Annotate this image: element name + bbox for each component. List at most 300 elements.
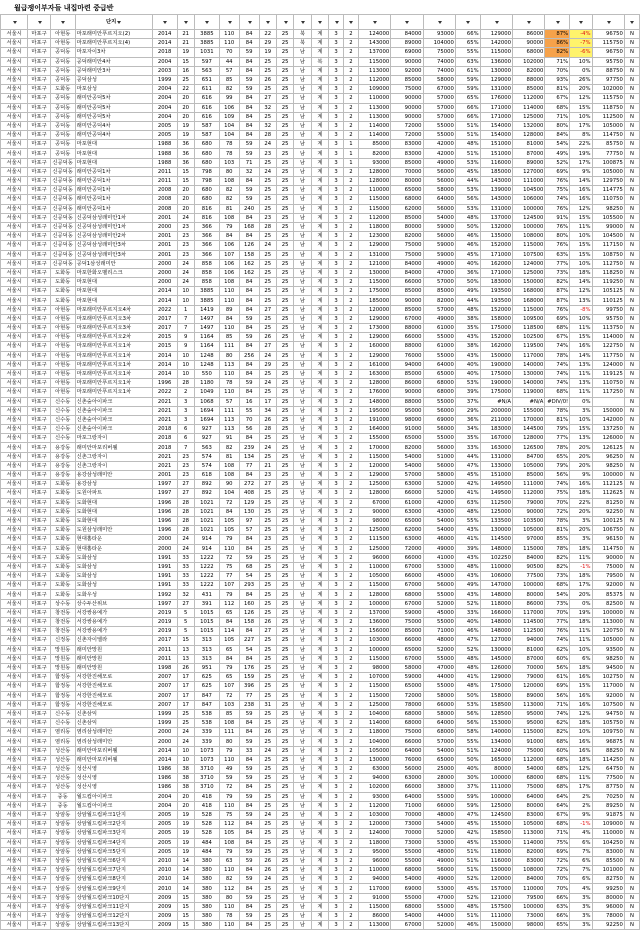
table-cell[interactable]: 2005 [152,829,177,838]
table-cell[interactable]: 95000 [358,847,390,856]
table-cell[interactable]: 25 [276,866,293,875]
table-cell[interactable]: 105 [219,829,239,838]
table-cell[interactable]: 84000 [391,268,423,277]
table-cell[interactable]: 110 [219,296,239,305]
table-cell[interactable]: 서울시 [1,636,28,645]
table-cell[interactable]: 54000 [423,746,455,755]
table-cell[interactable]: 래미안공덕4차 [75,121,152,130]
table-cell[interactable]: 113000 [513,829,545,838]
table-cell[interactable]: 80000 [513,801,545,810]
table-cell[interactable]: 43% [455,526,480,535]
table-cell[interactable]: 115000 [358,682,390,691]
table-cell[interactable]: 계 [311,66,328,75]
table-cell[interactable]: 79 [219,222,239,231]
table-cell[interactable]: 56000 [423,866,455,875]
table-cell[interactable]: 75000 [391,85,423,94]
table-cell[interactable]: 15% [570,333,592,342]
table-cell[interactable]: 2005 [152,838,177,847]
table-cell[interactable]: 마포구 [28,618,50,627]
table-cell[interactable]: 38 [177,765,194,774]
table-cell[interactable]: 128500 [480,709,512,718]
table-cell[interactable]: 3 [329,608,344,617]
table-cell[interactable]: 44 [219,57,239,66]
table-cell[interactable]: 상암동 [50,866,75,875]
table-cell[interactable]: 148000 [480,544,512,553]
chevron-down-icon[interactable] [405,21,409,24]
table-cell[interactable]: 신공덕동 [50,222,75,231]
table-cell[interactable]: 2015 [152,333,177,342]
table-cell[interactable]: 128000 [358,177,390,186]
table-cell[interactable]: 2009 [152,902,177,911]
table-cell[interactable]: 마포구 [28,167,50,176]
column-header-8[interactable] [239,15,259,30]
table-cell[interactable]: 2 [344,700,359,709]
table-cell[interactable]: 2 [344,222,359,231]
table-cell[interactable]: 104000 [358,737,390,746]
table-cell[interactable]: 114000 [513,838,545,847]
table-cell[interactable]: 신촌숲아이파크 [75,425,152,434]
table-cell[interactable]: 110000 [358,866,390,875]
table-cell[interactable]: N [624,232,639,241]
table-cell[interactable]: 10 [177,287,194,296]
table-cell[interactable]: 68000 [513,774,545,783]
table-cell[interactable]: #DIV/0! [545,397,570,406]
table-cell[interactable]: 3 [329,875,344,884]
table-cell[interactable]: 서강한진해모로 [75,682,152,691]
table-cell[interactable]: 16% [570,342,592,351]
table-cell[interactable]: 69% [545,167,570,176]
table-cell[interactable]: 남 [294,856,311,865]
table-cell[interactable]: 227 [239,636,259,645]
table-cell[interactable]: 계 [311,673,328,682]
table-cell[interactable]: 2 [344,48,359,57]
table-cell[interactable]: 19 [177,829,194,838]
table-cell[interactable]: 7 [177,324,194,333]
table-cell[interactable]: 1222 [194,572,219,581]
table-cell[interactable]: 2 [344,866,359,875]
table-cell[interactable]: 2004 [152,103,177,112]
table-cell[interactable]: 20 [177,195,194,204]
table-cell[interactable]: 45000 [423,608,455,617]
table-cell[interactable]: 서울시 [1,544,28,553]
table-cell[interactable]: 남 [294,663,311,672]
table-cell[interactable]: 마포구 [28,342,50,351]
table-cell[interactable]: 14% [570,351,592,360]
table-cell[interactable]: 46% [455,627,480,636]
table-cell[interactable]: N [624,66,639,75]
table-cell[interactable]: 175000 [480,369,512,378]
table-cell[interactable]: 2000 [152,278,177,287]
table-cell[interactable]: 33 [239,746,259,755]
table-cell[interactable]: 마포구 [28,792,50,801]
table-cell[interactable]: 서울시 [1,140,28,149]
table-cell[interactable]: 마포구 [28,121,50,130]
table-cell[interactable]: 2 [344,131,359,140]
table-cell[interactable]: 마포구 [28,765,50,774]
table-cell[interactable]: 15 [177,893,194,902]
table-cell[interactable]: 남 [294,875,311,884]
table-cell[interactable]: 1996 [152,526,177,535]
table-cell[interactable]: N [624,682,639,691]
table-cell[interactable]: 366 [194,250,219,259]
table-cell[interactable]: 84 [219,507,239,516]
table-cell[interactable]: 래미안공덕5차 [75,112,152,121]
table-cell[interactable]: 상암동 [50,810,75,819]
table-cell[interactable]: 63000 [358,765,390,774]
table-cell[interactable]: 25 [276,305,293,314]
table-cell[interactable]: 25 [276,838,293,847]
table-cell[interactable]: 70% [545,66,570,75]
table-cell[interactable]: 28 [259,222,276,231]
table-cell[interactable]: 115000 [513,728,545,737]
table-cell[interactable]: 마포구 [28,204,50,213]
table-cell[interactable]: 80000 [513,590,545,599]
table-cell[interactable]: 69000 [423,415,455,424]
table-cell[interactable]: 70% [545,875,570,884]
table-cell[interactable]: 149500 [480,489,512,498]
table-cell[interactable]: 상암동 [50,847,75,856]
table-cell[interactable]: 도화동 [50,553,75,562]
table-cell[interactable]: 서울시 [1,709,28,718]
table-cell[interactable]: 마포구 [28,443,50,452]
table-cell[interactable]: 20% [570,507,592,516]
table-cell[interactable]: 51% [455,121,480,130]
table-cell[interactable]: 남 [294,829,311,838]
table-cell[interactable]: 118750 [592,103,624,112]
table-cell[interactable]: 25 [259,250,276,259]
table-cell[interactable]: 계 [311,259,328,268]
table-cell[interactable]: 113000 [513,700,545,709]
table-cell[interactable]: 10% [570,728,592,737]
table-cell[interactable]: 3 [329,342,344,351]
table-cell[interactable]: 18% [570,663,592,672]
table-cell[interactable]: 아현동 [50,324,75,333]
table-cell[interactable]: 마포구 [28,663,50,672]
table-cell[interactable]: 마포구 [28,902,50,911]
table-cell[interactable]: 25 [177,75,194,84]
table-cell[interactable]: 7 [177,443,194,452]
table-cell[interactable]: 2 [344,268,359,277]
table-cell[interactable]: 84 [239,131,259,140]
table-cell[interactable]: 염리동 [50,737,75,746]
table-cell[interactable]: 616 [194,103,219,112]
table-cell[interactable]: 용강삼성래미안 [75,471,152,480]
table-cell[interactable]: 85% [545,535,570,544]
table-cell[interactable]: 80 [219,737,239,746]
table-cell[interactable]: 서울시 [1,287,28,296]
table-cell[interactable]: N [624,39,639,48]
table-cell[interactable]: 58000 [423,75,455,84]
chevron-down-icon[interactable] [579,21,583,24]
table-cell[interactable]: 2 [344,608,359,617]
table-cell[interactable]: 65000 [423,369,455,378]
table-cell[interactable]: 남 [294,810,311,819]
table-cell[interactable]: N [624,333,639,342]
table-cell[interactable]: 40% [455,765,480,774]
table-cell[interactable]: 64000 [391,792,423,801]
table-cell[interactable]: 서울시 [1,195,28,204]
table-cell[interactable]: N [624,397,639,406]
table-cell[interactable]: 74% [545,369,570,378]
table-cell[interactable]: 래미안마포리버웰 [75,746,152,755]
table-cell[interactable]: 25 [276,553,293,562]
table-cell[interactable]: 115000 [358,902,390,911]
table-cell[interactable]: 2 [344,195,359,204]
table-cell[interactable]: 84 [239,121,259,130]
table-cell[interactable]: 49000 [423,259,455,268]
table-cell[interactable]: 공덕동 [50,140,75,149]
table-cell[interactable]: 3 [329,177,344,186]
table-cell[interactable]: 남 [294,480,311,489]
table-cell[interactable]: 78000 [391,700,423,709]
table-cell[interactable]: 2 [344,443,359,452]
table-cell[interactable]: 108 [219,278,239,287]
table-cell[interactable]: 계 [311,241,328,250]
table-cell[interactable]: 마포구 [28,259,50,268]
table-cell[interactable]: 마포구 [28,608,50,617]
table-cell[interactable]: 69000 [391,884,423,893]
table-cell[interactable]: 76% [545,305,570,314]
table-cell[interactable]: 58000 [423,691,455,700]
table-cell[interactable]: 마포구 [28,39,50,48]
table-cell[interactable]: 927 [194,434,219,443]
table-cell[interactable]: 남 [294,921,311,930]
table-cell[interactable]: N [624,636,639,645]
table-cell[interactable]: N [624,213,639,222]
table-cell[interactable]: 3 [329,654,344,663]
table-cell[interactable]: 54000 [391,875,423,884]
table-cell[interactable]: 3% [570,535,592,544]
table-cell[interactable]: 계 [311,177,328,186]
table-cell[interactable]: 84 [239,369,259,378]
table-cell[interactable]: 25 [276,415,293,424]
table-cell[interactable]: 0% [570,599,592,608]
table-cell[interactable]: 104250 [592,838,624,847]
table-cell[interactable]: 927 [194,425,219,434]
table-cell[interactable]: 계 [311,553,328,562]
table-cell[interactable]: 15% [570,241,592,250]
table-cell[interactable]: 76% [545,627,570,636]
table-cell[interactable]: 남 [294,232,311,241]
table-cell[interactable]: 69% [545,847,570,856]
table-cell[interactable]: 3 [329,590,344,599]
table-cell[interactable]: 마포래미안푸르지오1차 [75,360,152,369]
table-cell[interactable]: 113750 [592,324,624,333]
table-cell[interactable]: 83000 [513,856,545,865]
table-cell[interactable]: 19 [177,847,194,856]
table-cell[interactable]: 2004 [152,801,177,810]
table-cell[interactable]: 5 [177,608,194,617]
table-cell[interactable]: 25 [259,85,276,94]
table-cell[interactable]: 26 [259,415,276,424]
table-cell[interactable]: 53% [455,204,480,213]
table-cell[interactable]: 1015 [194,608,219,617]
table-cell[interactable]: 89000 [513,158,545,167]
table-cell[interactable]: 남 [294,737,311,746]
table-cell[interactable]: 마포구 [28,516,50,525]
table-cell[interactable]: 55000 [423,397,455,406]
table-cell[interactable]: 상암동 [50,912,75,921]
table-cell[interactable]: 15 [177,902,194,911]
table-cell[interactable]: 108750 [592,250,624,259]
table-cell[interactable]: 98250 [592,204,624,213]
table-cell[interactable]: 85000 [391,75,423,84]
table-cell[interactable]: 54000 [391,452,423,461]
table-cell[interactable]: 111000 [480,783,512,792]
table-cell[interactable]: 서울시 [1,57,28,66]
table-cell[interactable]: 도화동 [50,526,75,535]
table-cell[interactable]: 120000 [358,820,390,829]
table-cell[interactable]: 마포구 [28,535,50,544]
table-cell[interactable]: N [624,820,639,829]
table-cell[interactable]: 616 [194,94,219,103]
table-cell[interactable]: 63000 [391,480,423,489]
table-cell[interactable]: 공덕동 [50,94,75,103]
table-cell[interactable]: 마포구 [28,66,50,75]
table-cell[interactable]: 28 [177,379,194,388]
table-cell[interactable]: 2 [344,213,359,222]
table-cell[interactable]: 상암월드컵파크6단지 [75,856,152,865]
table-cell[interactable]: 남 [294,553,311,562]
table-cell[interactable]: 서울시 [1,415,28,424]
table-cell[interactable]: 89000 [391,39,423,48]
table-cell[interactable]: 108 [219,461,239,470]
table-cell[interactable]: 2 [344,324,359,333]
table-cell[interactable]: N [624,599,639,608]
table-cell[interactable]: 55% [455,48,480,57]
table-cell[interactable]: 66000 [391,636,423,645]
table-cell[interactable]: 남 [294,324,311,333]
table-cell[interactable]: 18% [570,544,592,553]
table-cell[interactable]: 38% [455,314,480,323]
table-cell[interactable]: 2 [344,471,359,480]
table-cell[interactable]: 84 [219,618,239,627]
table-cell[interactable]: 1986 [152,765,177,774]
table-cell[interactable]: 서울시 [1,112,28,121]
table-cell[interactable]: 76000 [391,351,423,360]
table-cell[interactable]: 81% [545,85,570,94]
table-cell[interactable]: 112 [219,820,239,829]
table-cell[interactable]: 25 [259,774,276,783]
table-cell[interactable]: N [624,241,639,250]
table-cell[interactable]: 25 [259,709,276,718]
table-cell[interactable]: 25 [259,682,276,691]
table-cell[interactable]: 3 [329,360,344,369]
table-cell[interactable]: 서울시 [1,39,28,48]
table-cell[interactable]: 계 [311,167,328,176]
table-cell[interactable]: 도화동 [50,544,75,553]
table-cell[interactable]: 64% [545,792,570,801]
table-cell[interactable]: 1021 [194,516,219,525]
table-cell[interactable]: 2019 [152,608,177,617]
table-cell[interactable]: 51000 [423,452,455,461]
table-cell[interactable]: 2005 [152,131,177,140]
table-cell[interactable]: 25 [276,516,293,525]
table-cell[interactable]: 59 [239,856,259,865]
table-cell[interactable]: 3% [570,893,592,902]
table-cell[interactable]: 65% [545,921,570,930]
table-cell[interactable]: 래미안공덕1차 [75,177,152,186]
table-cell[interactable]: 112000 [358,213,390,222]
table-cell[interactable]: 2009 [152,921,177,930]
table-cell[interactable]: 57000 [391,471,423,480]
table-cell[interactable]: 15 [177,57,194,66]
table-cell[interactable]: 176000 [358,388,390,397]
table-cell[interactable]: 2 [344,829,359,838]
table-cell[interactable]: 120000 [358,305,390,314]
table-cell[interactable]: 43% [455,590,480,599]
table-cell[interactable]: 도원삼성래미안 [75,526,152,535]
table-cell[interactable]: 2004 [152,94,177,103]
table-cell[interactable]: 계 [311,75,328,84]
table-cell[interactable]: 2005 [152,810,177,819]
table-cell[interactable]: 25 [276,810,293,819]
table-cell[interactable]: 25 [276,645,293,654]
table-cell[interactable]: 25 [276,296,293,305]
table-cell[interactable]: 84 [239,544,259,553]
table-cell[interactable]: 114500 [480,535,512,544]
table-cell[interactable]: 13% [570,434,592,443]
table-cell[interactable]: 3 [329,912,344,921]
table-cell[interactable]: 25 [276,406,293,415]
table-cell[interactable]: 3 [329,663,344,672]
table-cell[interactable]: 110 [219,866,239,875]
table-cell[interactable]: 91000 [358,893,390,902]
table-cell[interactable]: 3 [329,866,344,875]
table-cell[interactable]: 3 [329,158,344,167]
table-cell[interactable]: 상암동 [50,838,75,847]
table-cell[interactable]: 남 [294,783,311,792]
table-cell[interactable]: 남 [294,507,311,516]
table-cell[interactable]: 11% [570,553,592,562]
table-cell[interactable]: 9% [570,471,592,480]
table-cell[interactable]: 36 [177,140,194,149]
table-cell[interactable]: 14% [570,177,592,186]
table-cell[interactable]: 25 [259,893,276,902]
table-cell[interactable]: 574 [194,461,219,470]
table-cell[interactable]: 계 [311,461,328,470]
table-cell[interactable]: 성산동 [50,755,75,764]
table-cell[interactable]: 70 [239,415,259,424]
table-cell[interactable]: 25 [276,884,293,893]
table-cell[interactable]: 73% [545,572,570,581]
table-cell[interactable]: 27 [177,489,194,498]
table-cell[interactable]: 272 [239,480,259,489]
table-cell[interactable]: 65000 [391,645,423,654]
table-cell[interactable]: 112500 [592,112,624,121]
table-cell[interactable]: 서울시 [1,250,28,259]
table-cell[interactable]: 98250 [592,461,624,470]
table-cell[interactable]: 25 [259,765,276,774]
table-cell[interactable]: 48000 [423,636,455,645]
table-cell[interactable]: 49% [545,149,570,158]
table-cell[interactable]: 84700 [513,452,545,461]
table-cell[interactable]: 50% [455,755,480,764]
table-cell[interactable]: 남 [294,388,311,397]
table-cell[interactable]: 2 [344,75,359,84]
table-cell[interactable]: 85750 [592,140,624,149]
table-cell[interactable]: 81 [219,452,239,461]
table-cell[interactable]: 96000 [358,553,390,562]
table-cell[interactable]: 25 [276,121,293,130]
table-cell[interactable]: 3 [329,75,344,84]
table-cell[interactable]: 2 [344,792,359,801]
table-cell[interactable]: 36 [177,149,194,158]
table-cell[interactable]: 계 [311,682,328,691]
table-cell[interactable]: 73% [545,268,570,277]
column-header-22[interactable] [570,15,592,30]
table-cell[interactable]: 93000 [358,792,390,801]
